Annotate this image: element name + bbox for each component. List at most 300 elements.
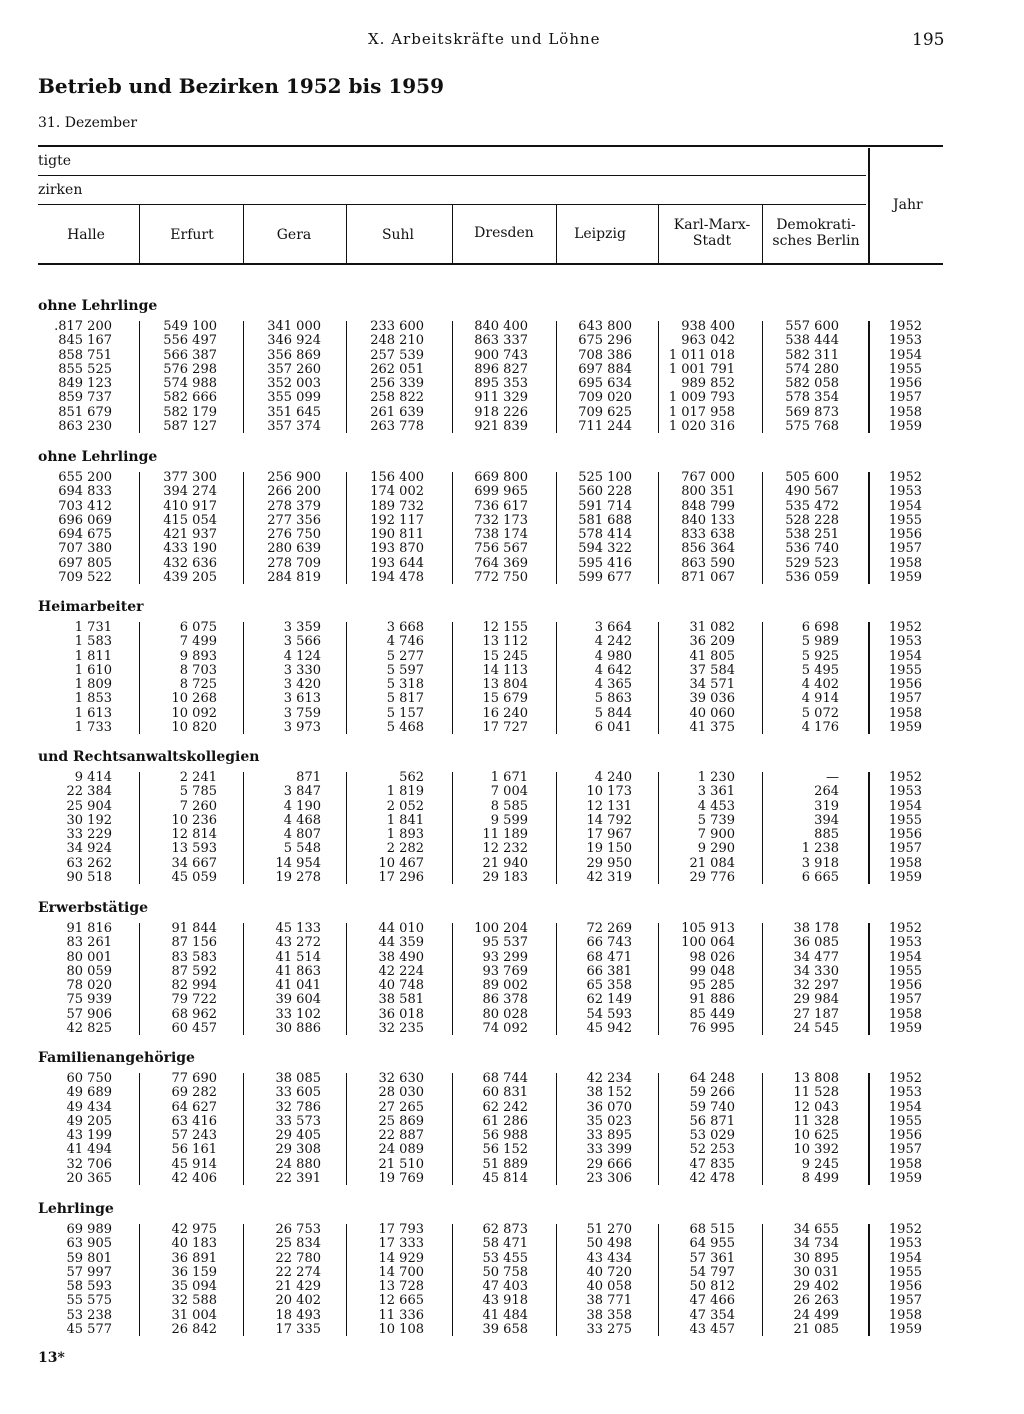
column-divider xyxy=(452,772,453,884)
table-cell: 33 605 xyxy=(275,1085,321,1101)
column-divider xyxy=(556,321,557,433)
column-divider xyxy=(243,1073,244,1185)
table-cell: 22 780 xyxy=(275,1250,321,1266)
table-cell: 29 950 xyxy=(586,855,632,871)
column-divider xyxy=(658,321,659,433)
table-cell: 60 831 xyxy=(482,1085,528,1101)
table-cell: 39 604 xyxy=(275,992,321,1008)
table-cell: 871 xyxy=(296,770,321,785)
table-cell: 43 457 xyxy=(689,1321,735,1337)
table-cell: 1 819 xyxy=(386,784,424,800)
table-cell: 355 099 xyxy=(267,390,321,406)
column-divider xyxy=(556,772,557,884)
table-cell: 863 590 xyxy=(681,555,735,571)
table-cell: 34 924 xyxy=(66,841,112,857)
table-cell: 262 051 xyxy=(370,361,424,377)
table-cell: 341 000 xyxy=(267,319,321,334)
column-header-gera: Gera xyxy=(276,227,312,243)
table-cell: 1954 xyxy=(888,648,922,664)
table-cell: 1955 xyxy=(888,812,922,828)
column-divider xyxy=(139,923,140,1035)
header-row-2: zirken xyxy=(38,182,83,198)
table-cell: 1 671 xyxy=(490,770,528,785)
table-cell: 280 639 xyxy=(267,541,321,557)
table-cell: 66 381 xyxy=(586,963,632,979)
table-cell: 100 064 xyxy=(681,935,735,951)
table-cell: 2 282 xyxy=(386,841,424,857)
table-cell: 432 636 xyxy=(163,555,217,571)
table-cell: 35 023 xyxy=(586,1113,632,1129)
table-cell: 156 400 xyxy=(370,470,424,485)
column-divider xyxy=(762,923,763,1035)
table-cell: 709 625 xyxy=(578,404,632,420)
year-column xyxy=(822,1072,922,1186)
table-cell: 43 434 xyxy=(586,1250,632,1266)
header-divider xyxy=(139,205,140,263)
table-cell: 1957 xyxy=(888,992,922,1008)
table-cell: 5 468 xyxy=(386,719,424,735)
table-cell: 14 113 xyxy=(482,662,528,678)
table-cell: 41 494 xyxy=(66,1142,112,1158)
table-cell: 44 010 xyxy=(378,921,424,936)
table-cell: 1953 xyxy=(888,484,922,500)
table-cell: 697 884 xyxy=(578,361,632,377)
table-cell: 87 592 xyxy=(171,963,217,979)
table-cell: 963 042 xyxy=(681,333,735,349)
table-cell: 574 280 xyxy=(785,361,839,377)
data-column xyxy=(324,771,424,885)
table-cell: 47 354 xyxy=(689,1307,735,1323)
table-cell: 490 567 xyxy=(785,484,839,500)
table-cell: 709 020 xyxy=(578,390,632,406)
table-cell: 1953 xyxy=(888,935,922,951)
table-cell: 39 036 xyxy=(689,691,735,707)
table-cell: 41 863 xyxy=(275,963,321,979)
table-cell: 34 477 xyxy=(793,949,839,965)
data-column xyxy=(12,922,112,1036)
table-cell: 582 666 xyxy=(163,390,217,406)
table-cell: 64 627 xyxy=(171,1099,217,1115)
column-divider xyxy=(658,923,659,1035)
data-column xyxy=(532,771,632,885)
data-column xyxy=(12,320,112,434)
table-cell: 4 807 xyxy=(283,827,321,842)
table-cell: 22 274 xyxy=(275,1264,321,1280)
table-cell: 6 075 xyxy=(179,620,217,635)
column-header-berlin-line1: Demokrati- xyxy=(776,217,856,233)
table-cell: 36 159 xyxy=(171,1264,217,1280)
table-cell: 556 497 xyxy=(163,333,217,349)
table-cell: 5 072 xyxy=(801,705,839,721)
table-cell: 557 600 xyxy=(785,319,839,334)
table-cell: 1957 xyxy=(888,841,922,857)
table-cell: 45 814 xyxy=(482,1170,528,1186)
table-cell: 840 133 xyxy=(681,512,735,528)
data-column xyxy=(324,1072,424,1186)
table-cell: 26 263 xyxy=(793,1293,839,1309)
table-cell: 569 873 xyxy=(785,404,839,420)
table-cell: 885 xyxy=(814,827,839,842)
table-cell: 3 759 xyxy=(283,705,321,721)
table-cell: 34 655 xyxy=(793,1222,839,1237)
section-title: Lehrlinge xyxy=(38,1201,114,1217)
table-cell: 13 808 xyxy=(793,1071,839,1086)
table-cell: 1956 xyxy=(888,827,922,842)
table-cell: 264 xyxy=(814,784,839,800)
data-column xyxy=(324,1223,424,1337)
table-cell: 76 995 xyxy=(689,1020,735,1036)
table-cell: 277 356 xyxy=(267,512,321,528)
table-cell: 68 471 xyxy=(586,949,632,965)
table-cell: 11 189 xyxy=(482,827,528,842)
table-cell: 1956 xyxy=(888,677,922,692)
data-column xyxy=(12,1223,112,1337)
section-title: Heimarbeiter xyxy=(38,599,144,615)
table-cell: 49 689 xyxy=(66,1085,112,1101)
table-cell: 256 900 xyxy=(267,470,321,485)
table-cell: 1956 xyxy=(888,1128,922,1143)
data-column xyxy=(221,621,321,735)
table-cell: 529 523 xyxy=(785,555,839,571)
table-cell: 1 020 316 xyxy=(668,418,735,434)
table-cell: 696 069 xyxy=(58,512,112,528)
table-cell: 1955 xyxy=(888,512,922,528)
table-cell: 5 844 xyxy=(594,705,632,721)
table-cell: 34 667 xyxy=(171,855,217,871)
table-cell: 695 634 xyxy=(578,376,632,391)
table-cell: 193 644 xyxy=(370,555,424,571)
table-cell: 41 041 xyxy=(275,978,321,993)
table-cell: 587 127 xyxy=(163,418,217,434)
section-title: ohne Lehrlinge xyxy=(38,449,158,465)
table-cell: 1 238 xyxy=(801,841,839,857)
table-cell: 63 416 xyxy=(171,1113,217,1129)
table-cell: 3 359 xyxy=(283,620,321,635)
table-cell: 12 131 xyxy=(586,798,632,814)
table-cell: 800 351 xyxy=(681,484,735,500)
table-cell: 1955 xyxy=(888,963,922,979)
table-cell: 19 769 xyxy=(378,1170,424,1186)
table-cell: 55 575 xyxy=(66,1293,112,1309)
table-cell: 41 484 xyxy=(482,1307,528,1323)
table-cell: 32 630 xyxy=(378,1071,424,1086)
table-cell: 40 183 xyxy=(171,1236,217,1252)
table-cell: 578 414 xyxy=(578,527,632,542)
table-cell: 1955 xyxy=(888,662,922,678)
table-cell: 53 455 xyxy=(482,1250,528,1266)
table-cell: 5 989 xyxy=(801,634,839,650)
table-cell: 42 478 xyxy=(689,1170,735,1186)
table-cell: 4 402 xyxy=(801,677,839,692)
table-cell: 57 361 xyxy=(689,1250,735,1266)
year-column xyxy=(822,320,922,434)
year-column xyxy=(822,621,922,735)
table-cell: 47 466 xyxy=(689,1293,735,1309)
table-cell: 25 904 xyxy=(66,798,112,814)
table-cell: 36 891 xyxy=(171,1250,217,1266)
table-cell: 59 740 xyxy=(689,1099,735,1115)
table-cell: 856 364 xyxy=(681,541,735,557)
table-cell: 49 434 xyxy=(66,1099,112,1115)
table-cell: 421 937 xyxy=(163,527,217,542)
column-divider xyxy=(868,472,870,584)
table-cell: 13 728 xyxy=(378,1279,424,1294)
table-cell: 43 272 xyxy=(275,935,321,951)
table-cell: 45 914 xyxy=(171,1156,217,1172)
table-cell: 57 997 xyxy=(66,1264,112,1280)
table-cell: 32 297 xyxy=(793,978,839,993)
data-column xyxy=(532,471,632,585)
table-cell: 9 893 xyxy=(179,648,217,664)
table-cell: 319 xyxy=(814,798,839,814)
table-cell: 736 617 xyxy=(474,498,528,514)
table-cell: 24 089 xyxy=(378,1142,424,1158)
table-cell: 10 092 xyxy=(171,705,217,721)
table-cell: 21 429 xyxy=(275,1279,321,1294)
column-divider xyxy=(762,622,763,734)
table-cell: 90 518 xyxy=(66,869,112,885)
table-cell: 3 973 xyxy=(283,719,321,735)
table-cell: 1952 xyxy=(888,921,922,936)
table-cell: 4 746 xyxy=(386,634,424,650)
table-cell: 42 319 xyxy=(586,869,632,885)
table-cell: 3 330 xyxy=(283,662,321,678)
column-divider xyxy=(868,622,870,734)
table-cell: 575 768 xyxy=(785,418,839,434)
table-cell: 697 805 xyxy=(58,555,112,571)
column-divider xyxy=(346,923,347,1035)
data-column xyxy=(117,621,217,735)
data-column xyxy=(117,1223,217,1337)
table-cell: 845 167 xyxy=(58,333,112,349)
table-cell: 5 925 xyxy=(801,648,839,664)
table-cell: 60 750 xyxy=(66,1071,112,1086)
table-cell: 1959 xyxy=(888,418,922,434)
table-cell: 3 566 xyxy=(283,634,321,650)
table-cell: 28 030 xyxy=(378,1085,424,1101)
table-cell: 9 599 xyxy=(490,812,528,828)
table-cell: 4 176 xyxy=(801,719,839,735)
table-cell: 17 793 xyxy=(378,1222,424,1237)
data-column xyxy=(635,621,735,735)
table-cell: 8 585 xyxy=(490,798,528,814)
column-divider xyxy=(346,321,347,433)
data-column xyxy=(428,320,528,434)
column-header-suhl: Suhl xyxy=(381,227,415,243)
table-cell: 64 248 xyxy=(689,1071,735,1086)
table-cell: 32 786 xyxy=(275,1099,321,1115)
table-cell: 65 358 xyxy=(586,978,632,993)
table-cell: 1 853 xyxy=(74,691,112,707)
table-cell: 5 785 xyxy=(179,784,217,800)
data-column xyxy=(635,1223,735,1337)
data-column xyxy=(324,320,424,434)
table-cell: 3 668 xyxy=(386,620,424,635)
data-column xyxy=(324,471,424,585)
table-cell: 989 852 xyxy=(681,376,735,391)
table-cell: 233 600 xyxy=(370,319,424,334)
table-cell: 1954 xyxy=(888,798,922,814)
table-cell: 12 665 xyxy=(378,1293,424,1309)
table-cell: 3 664 xyxy=(594,620,632,635)
table-cell: 1 017 958 xyxy=(668,404,735,420)
header-row-1: tigte xyxy=(38,153,71,169)
table-cell: 1958 xyxy=(888,1006,922,1022)
table-cell: 60 457 xyxy=(171,1020,217,1036)
column-divider xyxy=(243,622,244,734)
column-divider xyxy=(658,622,659,734)
table-cell: 35 094 xyxy=(171,1279,217,1294)
table-cell: 7 260 xyxy=(179,798,217,814)
table-cell: 69 282 xyxy=(171,1085,217,1101)
table-cell: 30 895 xyxy=(793,1250,839,1266)
table-cell: 1953 xyxy=(888,634,922,650)
table-cell: 21 940 xyxy=(482,855,528,871)
table-cell: 27 265 xyxy=(378,1099,424,1115)
table-cell: 1953 xyxy=(888,1085,922,1101)
column-divider xyxy=(762,321,763,433)
table-cell: 17 727 xyxy=(482,719,528,735)
table-cell: 74 092 xyxy=(482,1020,528,1036)
table-cell: 357 374 xyxy=(267,418,321,434)
header-divider xyxy=(762,205,763,263)
table-cell: 536 059 xyxy=(785,569,839,585)
year-column xyxy=(822,922,922,1036)
table-cell: 525 100 xyxy=(578,470,632,485)
jahr-divider xyxy=(868,148,870,263)
data-column xyxy=(221,471,321,585)
table-cell: 25 834 xyxy=(275,1236,321,1252)
table-cell: 44 359 xyxy=(378,935,424,951)
table-cell: 5 597 xyxy=(386,662,424,678)
table-cell: 257 539 xyxy=(370,347,424,363)
data-column xyxy=(428,922,528,1036)
table-cell: 5 548 xyxy=(283,841,321,857)
table-cell: 21 085 xyxy=(793,1321,839,1337)
column-divider xyxy=(556,622,557,734)
table-cell: 1952 xyxy=(888,770,922,785)
column-divider xyxy=(452,923,453,1035)
table-cell: 36 070 xyxy=(586,1099,632,1115)
column-divider xyxy=(243,923,244,1035)
table-cell: 69 989 xyxy=(66,1222,112,1237)
data-column xyxy=(635,922,735,1036)
table-cell: 68 744 xyxy=(482,1071,528,1086)
table-cell: 1 731 xyxy=(74,620,112,635)
data-column xyxy=(12,471,112,585)
column-divider xyxy=(346,772,347,884)
table-cell: 62 873 xyxy=(482,1222,528,1237)
table-cell: 10 236 xyxy=(171,812,217,828)
table-cell: 49 205 xyxy=(66,1113,112,1129)
column-divider xyxy=(658,772,659,884)
column-header-kms-line1: Karl-Marx- xyxy=(673,217,751,233)
table-cell: 12 814 xyxy=(171,827,217,842)
table-cell: 2 241 xyxy=(179,770,217,785)
table-cell: 394 xyxy=(814,812,839,828)
table-cell: 4 190 xyxy=(283,798,321,814)
table-cell: 41 375 xyxy=(689,719,735,735)
column-divider xyxy=(346,1224,347,1336)
table-cell: 29 776 xyxy=(689,869,735,885)
data-column xyxy=(117,471,217,585)
table-cell: 24 499 xyxy=(793,1307,839,1323)
data-column xyxy=(532,320,632,434)
table-cell: 5 495 xyxy=(801,662,839,678)
table-cell: 63 905 xyxy=(66,1236,112,1252)
table-cell: 1959 xyxy=(888,869,922,885)
table-cell: 53 238 xyxy=(66,1307,112,1323)
table-cell: 194 478 xyxy=(370,569,424,585)
table-cell: 1953 xyxy=(888,784,922,800)
table-top-rule xyxy=(38,145,943,147)
table-cell: 278 379 xyxy=(267,498,321,514)
column-divider xyxy=(452,1224,453,1336)
table-cell: 91 816 xyxy=(66,921,112,936)
table-cell: 50 758 xyxy=(482,1264,528,1280)
table-cell: 767 000 xyxy=(681,470,735,485)
table-cell: 52 253 xyxy=(689,1142,735,1158)
column-divider xyxy=(346,1073,347,1185)
table-cell: 707 380 xyxy=(58,541,112,557)
year-column xyxy=(822,471,922,585)
table-cell: 1957 xyxy=(888,691,922,707)
table-cell: 911 329 xyxy=(474,390,528,406)
table-cell: 95 285 xyxy=(689,978,735,993)
table-cell: 4 642 xyxy=(594,662,632,678)
table-cell: 100 204 xyxy=(474,921,528,936)
table-cell: 82 994 xyxy=(171,978,217,993)
table-cell: 98 026 xyxy=(689,949,735,965)
table-cell: 377 300 xyxy=(163,470,217,485)
table-cell: 582 179 xyxy=(163,404,217,420)
table-cell: 40 058 xyxy=(586,1279,632,1294)
table-cell: 24 545 xyxy=(793,1020,839,1036)
table-cell: 576 298 xyxy=(163,361,217,377)
table-cell: 4 240 xyxy=(594,770,632,785)
table-cell: 1 733 xyxy=(74,719,112,735)
table-cell: 99 048 xyxy=(689,963,735,979)
table-cell: 599 677 xyxy=(578,569,632,585)
data-column xyxy=(428,471,528,585)
table-cell: 33 229 xyxy=(66,827,112,842)
table-cell: 12 232 xyxy=(482,841,528,857)
column-divider xyxy=(762,1073,763,1185)
table-cell: 1957 xyxy=(888,390,922,406)
table-cell: 1957 xyxy=(888,1142,922,1158)
table-cell: 10 625 xyxy=(793,1128,839,1143)
table-cell: 1955 xyxy=(888,361,922,377)
data-column xyxy=(428,771,528,885)
table-cell: 855 525 xyxy=(58,361,112,377)
table-cell: 174 002 xyxy=(370,484,424,500)
table-cell: 8 703 xyxy=(179,662,217,678)
table-cell: 18 493 xyxy=(275,1307,321,1323)
table-cell: 33 399 xyxy=(586,1142,632,1158)
table-cell: 505 600 xyxy=(785,470,839,485)
page-number: 195 xyxy=(912,30,945,50)
table-cell: 86 378 xyxy=(482,992,528,1008)
table-cell: 62 149 xyxy=(586,992,632,1008)
table-cell: 14 792 xyxy=(586,812,632,828)
table-cell: 57 243 xyxy=(171,1128,217,1143)
column-divider xyxy=(243,1224,244,1336)
table-cell: 38 358 xyxy=(586,1307,632,1323)
table-cell: 192 117 xyxy=(370,512,424,528)
table-cell: 1959 xyxy=(888,1321,922,1337)
table-cell: 699 965 xyxy=(474,484,528,500)
column-divider xyxy=(139,1073,140,1185)
